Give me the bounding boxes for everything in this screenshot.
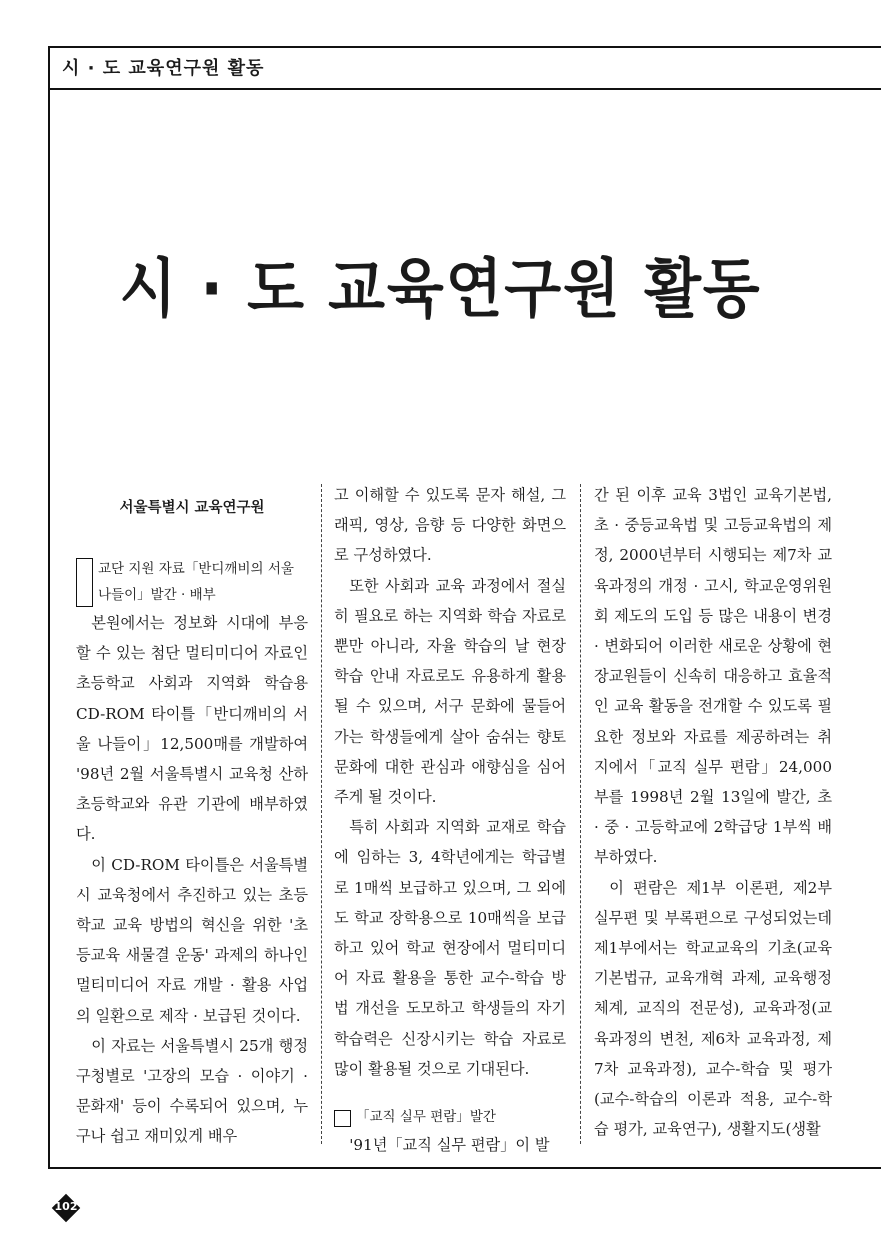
section-heading-2-text: 「교직 실무 편람」발간 — [356, 1109, 496, 1126]
header-rule — [48, 88, 881, 90]
paragraph: '91년「교직 실무 편람」이 발 — [349, 1136, 550, 1155]
page-number-badge — [52, 1194, 80, 1222]
running-head: 시 · 도 교육연구원 활동 — [62, 58, 265, 79]
top-rule — [48, 46, 881, 48]
heading-box-icon — [76, 558, 93, 607]
section-heading-1-line1: 교단 지원 자료「반디깨비의 서울 — [98, 561, 294, 577]
section-heading-1-line2: 나들이」발간 · 배부 — [98, 587, 216, 603]
column-2 — [334, 480, 566, 1160]
bottom-rule — [48, 1167, 881, 1169]
page-number: 102 — [54, 1200, 78, 1213]
paragraph: 이 자료는 서울특별시 25개 행정 구청별로 '고장의 모습 · 이야기 · 문화재' 등이 수록되어 있으며, 누구나 쉽고 재미있게 배우 — [76, 1036, 308, 1146]
section-heading-2 — [334, 1104, 566, 1130]
paragraph: 고 이해할 수 있도록 문자 해설, 그래픽, 영상, 음향 등 다양한 화면으로 구성하였다. — [334, 486, 566, 565]
paragraph: 이 편람은 제1부 이론편, 제2부 실무편 및 부록편으로 구성되었는데 제1부에서는 학교교육의 기초(교육기본법규, 교육개혁 과제, 교육행정 체계, 교직의 전문성), 교육과정(교육과정의 변천, 제6차 교육과정, 제7차 교육과정), 교수-학습 및 평가(교수-학습의 이론과 적용, 교수-학습 평가, 교육연구), 생활지도(생활 — [594, 878, 832, 1139]
paragraph: 본원에서는 정보화 시대에 부응할 수 있는 첨단 멀티미디어 자료인 초등학교 사회과 지역화 학습용 CD-ROM 타이틀「반디깨비의 서울 나들이」12,500매를 개발하여 '98년 2월 서울특별시 교육청 산하 초등학교와 유관 기관에 배부하였다. — [76, 614, 308, 844]
column-separator — [321, 484, 322, 1144]
institute-name: 서울특별시 교육연구원 — [119, 500, 265, 516]
heading-box-icon — [334, 1110, 351, 1127]
column-separator — [580, 484, 581, 1144]
section-heading-1 — [76, 556, 308, 608]
paragraph: 이 CD-ROM 타이틀은 서울특별시 교육청에서 추진하고 있는 초등학교 교육 방법의 혁신을 위한 '초등교육 새물결 운동' 과제의 하나인 멀티미디어 자료 개발 · 활용 사업의 일환으로 제작 · 보급된 것이다. — [76, 855, 308, 1025]
paragraph: 또한 사회과 교육 과정에서 절실히 필요로 하는 지역화 학습 자료로 뿐만 아니라, 자율 학습의 날 현장 학습 안내 자료로도 유용하게 활용될 수 있으며, 서구 문화에 물들어 가는 학생들에게 살아 숨쉬는 향토문화에 대한 관심과 애향심을 심어주게 될 것이다. — [334, 576, 566, 807]
page-title: 시 · 도 교육연구원 활동 — [119, 253, 762, 327]
column-1 — [76, 480, 308, 1152]
paragraph: 특히 사회과 지역화 교재로 학습에 임하는 3, 4학년에게는 학급별로 1매씩 보급하고 있으며, 그 외에도 학교 장학용으로 10매씩을 보급하고 있어 학교 현장에서 멀티미디어 자료 활용을 통한 교수-학습 방법 개선을 도모하고 학생들의 자기 학습력은 신장시키는 학습 자료로 많이 활용될 것으로 기대된다. — [334, 818, 566, 1078]
left-margin-rule — [48, 46, 50, 1168]
paragraph: 간 된 이후 교육 3법인 교육기본법, 초 · 중등교육법 및 고등교육법의 제정, 2000년부터 시행되는 제7차 교육과정의 개정 · 고시, 학교운영위원회 제도의 도입 등 많은 내용이 변경 · 변화되어 이러한 새로운 상황에 현장교원들이 신속히 대응하고 효율적인 교육 활동을 전개할 수 있도록 필요한 정보와 자료를 제공하려는 취지에서「교직 실무 편람」24,000부를 1998년 2월 13일에 발간, 초 · 중 · 고등학교에 2학급당 1부씩 배부하였다. — [594, 486, 832, 867]
column-3 — [594, 480, 832, 1144]
